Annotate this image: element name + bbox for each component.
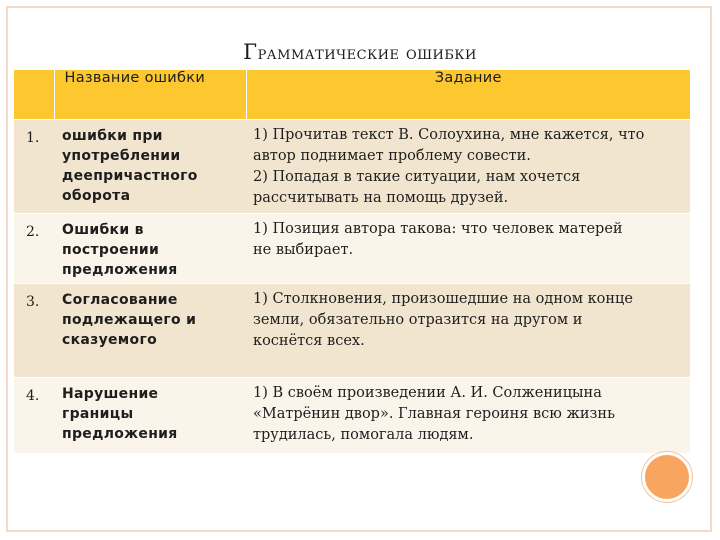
error-name-line: Ошибки в [62,221,144,238]
error-name-line: предложения [62,261,178,278]
error-name-cell [54,213,246,283]
row-number: 3. [14,283,54,377]
error-name-cell [54,119,246,213]
slide-title-rest: рамматические ошибки [257,42,477,64]
header-error-name: Название ошибки [54,70,246,119]
task-line: трудилась, помогала людям. [253,426,474,443]
table-row [14,283,690,377]
error-name-line: деепричастного [62,167,198,184]
error-name-line: Нарушение [62,385,159,402]
row-number: 1. [14,119,54,213]
error-name-cell [54,283,246,377]
task-line: коснётся всех. [253,332,365,349]
task-cell [246,283,690,377]
decorative-circle [642,452,692,502]
error-name-cell [54,377,246,453]
slide-title [0,40,720,64]
task-line: 2) Попадая в такие ситуации, нам хочется [253,168,581,185]
header-task: Задание [246,70,690,119]
task-line: 1) В своём произведении А. И. Солженицына [253,384,602,401]
header-number [14,70,54,119]
table-row [14,377,690,453]
row-number: 2. [14,213,54,283]
task-cell [246,213,690,283]
table-row [14,119,690,213]
table-row [14,213,690,283]
table-header-row [14,70,690,119]
error-name-line: употреблении [62,147,181,164]
error-name-line: границы [62,405,134,422]
task-line: «Матрёнин двор». Главная героиня всю жизнь [253,405,615,422]
task-cell [246,119,690,213]
row-number: 4. [14,377,54,453]
error-name-line: Согласование [62,291,178,308]
error-name-line: построении [62,241,160,258]
error-name-line: ошибки при [62,127,163,144]
error-name-line: предложения [62,425,178,442]
task-line: не выбирает. [253,241,354,258]
task-line: земли, обязательно отразится на другом и [253,311,583,328]
task-line: 1) Позиция автора такова: что человек матерей [253,220,623,237]
error-name-line: оборота [62,187,131,204]
slide-title-cap: Г [243,40,258,64]
error-name-line: сказуемого [62,331,157,348]
task-line: 1) Столкновения, произошедшие на одном конце [253,290,633,307]
task-cell [246,377,690,453]
task-line: рассчитывать на помощь друзей. [253,189,509,206]
errors-table [14,70,690,453]
task-line: 1) Прочитав текст В. Солоухина, мне кажется, что [253,126,645,143]
error-name-line: подлежащего и [62,311,197,328]
task-line: автор поднимает проблему совести. [253,147,531,164]
